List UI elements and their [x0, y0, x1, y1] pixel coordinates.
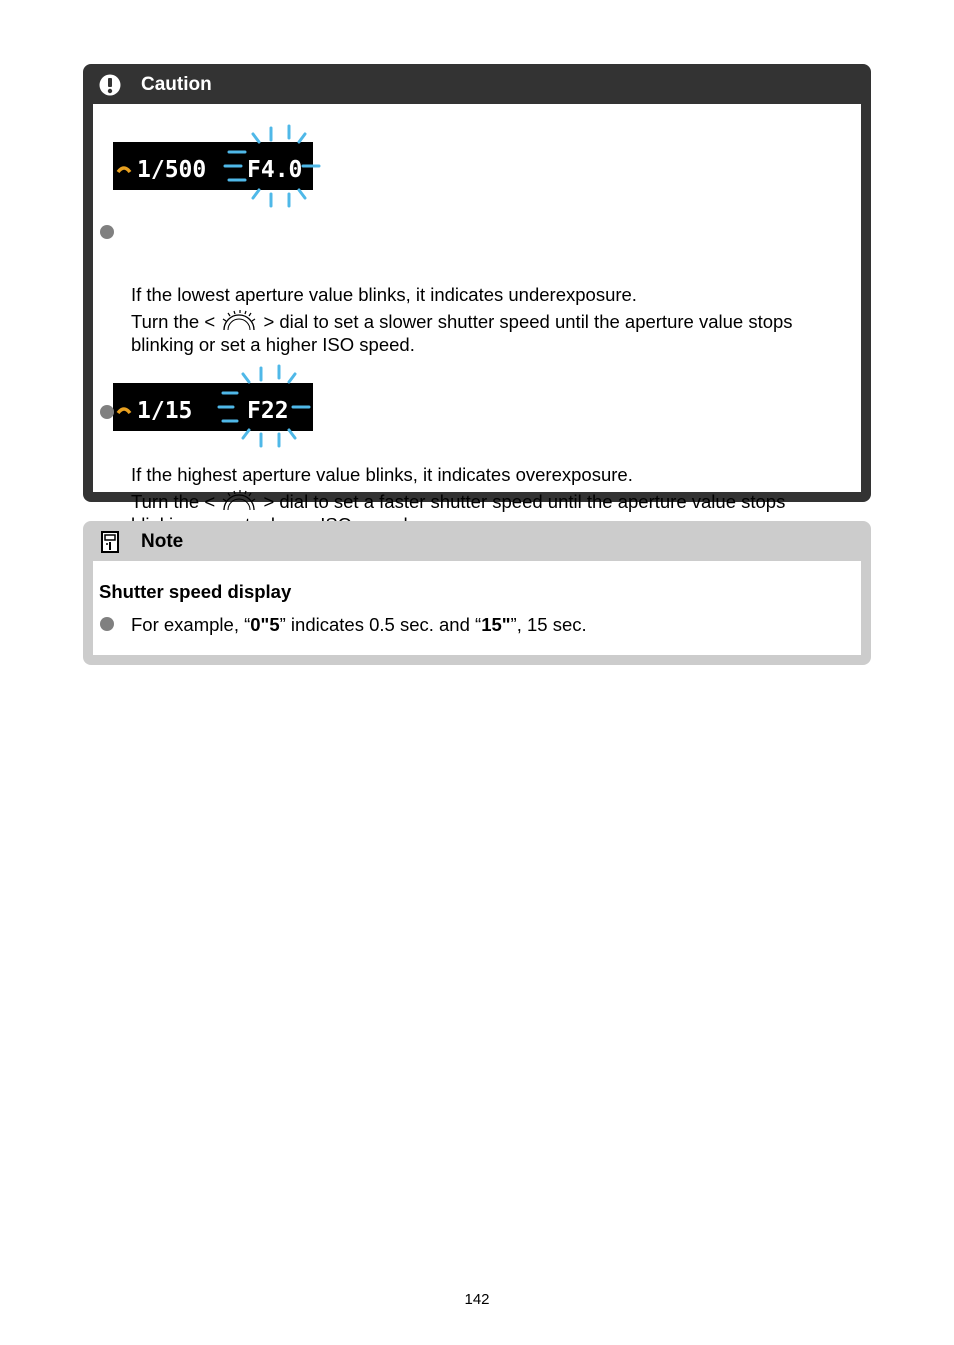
note-title: Note [141, 531, 184, 552]
lcd1-aperture: F4.0 [247, 157, 303, 183]
item2-line2-pre: Turn the < [131, 491, 216, 512]
item1-line2 [131, 310, 793, 333]
lcd-display-underexposure [113, 124, 329, 210]
lcd2-aperture: F22 [247, 398, 289, 424]
item1-line1: If the lowest aperture value blinks, it indicates underexposure. [131, 284, 637, 305]
lcd1-shutter: 1/500 [137, 157, 207, 183]
caution-body [93, 104, 861, 512]
item1-line2-post: > dial to set a slower shutter speed until the aperture value stops [263, 311, 793, 332]
item2-line2-post: > dial to set a faster shutter speed until the aperture value stops [263, 491, 786, 512]
lcd-display-overexposure [113, 364, 329, 450]
item2-line2 [131, 490, 785, 513]
item2-line1: If the highest aperture value blinks, it indicates overexposure. [131, 464, 633, 485]
note-subheading: Shutter speed display [99, 581, 292, 602]
bullet [100, 225, 114, 239]
caution-title: Caution [141, 74, 212, 95]
main-dial-icon [220, 310, 258, 332]
note-body [93, 561, 861, 655]
bullet [100, 405, 114, 419]
note-header [83, 521, 871, 561]
caution-icon [99, 74, 121, 96]
caution-header [83, 64, 871, 104]
note-icon [99, 530, 121, 554]
item1-line2-pre: Turn the < [131, 311, 216, 332]
bullet [100, 617, 114, 631]
lcd2-shutter: 1/15 [137, 398, 193, 424]
note-item: For example, “0"5” indicates 0.5 sec. and “15"”, 15 sec. [131, 614, 587, 635]
main-dial-icon [220, 490, 258, 512]
note-box [83, 521, 871, 665]
item1-line3: blinking or set a higher ISO speed. [131, 334, 415, 355]
caution-box [83, 64, 871, 512]
page-number: 142 [464, 1291, 490, 1308]
